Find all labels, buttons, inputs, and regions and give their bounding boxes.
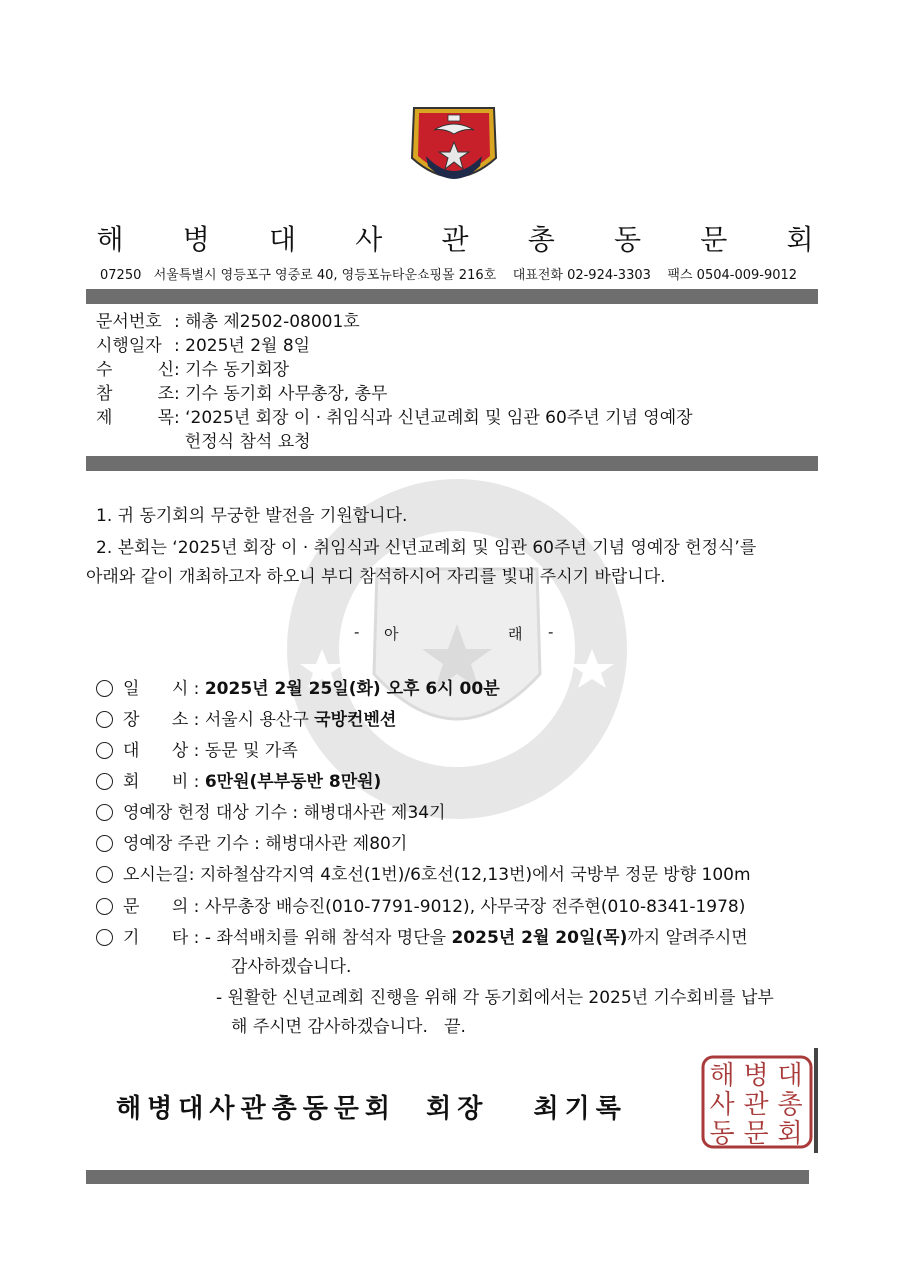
- meta-divider-bar: [86, 456, 818, 471]
- org-title-char: 관: [441, 223, 469, 256]
- org-title-char: 총: [527, 223, 555, 256]
- doc-number-row: [96, 311, 360, 333]
- organization-title: [90, 218, 820, 258]
- circle-bullet-icon: [96, 835, 113, 852]
- subject-row: [96, 407, 693, 429]
- svg-text:회: 회: [777, 1119, 803, 1149]
- circle-bullet-icon: [96, 898, 113, 915]
- paragraph-2-line1: 2. 본회는 ‘2025년 회장 이 · 취임식과 신년교례회 및 임관 60주년 기념 영예장 헌정식’를: [96, 538, 757, 558]
- item-directions: 오시는길: 지하철삼각지역 4호선(1번)/6호선(12,13번)에서 국방부 정문 방향 100m: [96, 864, 751, 886]
- reference-label: [96, 383, 174, 405]
- subject-value-line1: : ‘2025년 회장 이 · 취임식과 신년교례회 및 임관 60주년 기념 영예장: [174, 408, 693, 428]
- subject-label-a: 제: [96, 408, 113, 428]
- date-label: 시행일자: [96, 336, 162, 356]
- org-title-char: 문: [700, 223, 728, 256]
- circle-bullet-icon: [96, 866, 113, 883]
- address-line: 07250 서울특별시 영등포구 영중로 40, 영등포뉴타운쇼핑몰 216호 대표전화 02-924-3303 팩스 0504-009-9012: [100, 268, 798, 283]
- reference-value: : 기수 동기회 사무총장, 총무: [174, 384, 388, 404]
- org-title-char: 대: [268, 223, 297, 256]
- circle-bullet-icon: [96, 711, 113, 728]
- doc-number-label: 문서번호: [96, 312, 162, 332]
- item-contact-value: 사무총장 배승진(010-7791-9012), 사무국장 전주현(010-8341-1978): [204, 897, 746, 917]
- item-date-label: 일 시: [123, 679, 189, 699]
- doc-number-value: : 해총 제2502-08001호: [174, 312, 360, 332]
- below-heading-dash-right: -: [548, 623, 554, 641]
- item-contact: 문 의 : 사무총장 배승진(010-7791-9012), 사무국장 전주현(010-8341-1978): [96, 896, 745, 918]
- circle-bullet-icon: [96, 742, 113, 759]
- svg-text:문: 문: [743, 1119, 769, 1149]
- item-fee: 회 비 : 6만원(부부동반 8만원): [96, 771, 381, 793]
- subject-label-b: 목: [157, 408, 174, 428]
- item-directions-value: 지하철삼각지역 4호선(1번)/6호선(12,13번)에서 국방부 정문 방향 100m: [199, 865, 751, 885]
- svg-text:총: 총: [777, 1090, 803, 1120]
- item-etc1-b: 2025년 2월 20일(목): [451, 928, 628, 948]
- circle-bullet-icon: [96, 680, 113, 697]
- item-place-label: 장 소: [123, 710, 189, 730]
- recipient-value: : 기수 동기회장: [174, 360, 290, 380]
- org-title-char: 해: [96, 223, 124, 256]
- item-place-value-b: 국방컨벤션: [314, 710, 397, 730]
- item-contact-label: 문 의: [123, 897, 189, 917]
- org-title-char: 회: [786, 223, 814, 256]
- reference-row: [96, 383, 387, 405]
- item-place: 장 소 : 서울시 용산구 국방컨벤션: [96, 709, 396, 731]
- item-date: 일 시 : 2025년 2월 25일(화) 오후 6시 00분: [96, 678, 500, 700]
- item-place-value-a: 서울시 용산구: [204, 710, 315, 730]
- item-etc1-line2: 감사하겠습니다.: [231, 957, 352, 977]
- recipient-label-b: 신: [157, 360, 174, 380]
- subject-value-line2: 헌정식 참석 요청: [174, 432, 311, 452]
- svg-text:동: 동: [709, 1119, 735, 1149]
- item-target-value: 동문 및 가족: [204, 741, 298, 761]
- footer-divider-bar: [86, 1170, 809, 1184]
- circle-bullet-icon: [96, 804, 113, 821]
- org-title-char: 병: [182, 223, 210, 256]
- item-honor-host-text: 영예장 주관 기수 : 해병대사관 제80기: [123, 834, 408, 854]
- item-etc2-line1: - 원활한 신년교례회 진행을 위해 각 동기회에서는 2025년 기수회비를 납부: [216, 988, 774, 1008]
- item-honor-target: [96, 802, 446, 824]
- item-fee-value: 6만원(부부동반 8만원): [204, 772, 382, 792]
- recipient-label-a: 수: [96, 360, 113, 380]
- official-seal-stamp: [700, 1054, 814, 1150]
- org-title-char: 동: [613, 223, 642, 256]
- signature-vertical-rule: [814, 1048, 818, 1153]
- item-etc1-a: - 좌석배치를 위해 참석자 명단을: [204, 928, 452, 948]
- svg-text:대: 대: [777, 1061, 803, 1091]
- paragraph-1: 1. 귀 동기회의 무궁한 발전을 기원합니다.: [96, 506, 408, 526]
- marine-corps-emblem-logo: [404, 100, 504, 196]
- date-row: [96, 335, 310, 357]
- header-divider-bar: [86, 289, 818, 304]
- circle-bullet-icon: [96, 773, 113, 790]
- item-etc: 기 타 : - 좌석배치를 위해 참석자 명단을 2025년 2월 20일(목)까지 알려주시면: [96, 927, 748, 949]
- item-directions-label: 오시는길: [123, 865, 189, 885]
- item-fee-label: 회 비: [123, 772, 189, 792]
- paragraph-2-line2: 아래와 같이 개최하고자 하오니 부디 참석하시어 자리를 빛내 주시기 바랍니다.: [86, 567, 666, 587]
- item-honor-host: [96, 833, 407, 855]
- svg-text:관: 관: [743, 1090, 769, 1120]
- date-value: : 2025년 2월 8일: [174, 336, 311, 356]
- circle-bullet-icon: [96, 929, 113, 946]
- item-honor-target-text: 영예장 헌정 대상 기수 : 해병대사관 제34기: [123, 803, 446, 823]
- item-target-label: 대 상: [123, 741, 189, 761]
- item-etc2-line2: 해 주시면 감사하겠습니다. 끝.: [231, 1017, 466, 1037]
- subject-label: [96, 407, 174, 429]
- item-etc1-c: 까지 알려주시면: [627, 928, 748, 948]
- item-date-value: 2025년 2월 25일(화) 오후 6시 00분: [204, 679, 500, 699]
- item-etc-label: 기 타: [123, 928, 189, 948]
- reference-label-b: 조: [157, 384, 174, 404]
- org-title-char: 사: [355, 223, 383, 256]
- below-heading-dash-left: -: [354, 623, 360, 641]
- svg-text:사: 사: [709, 1090, 735, 1120]
- below-heading-char-1: 아: [384, 625, 399, 643]
- item-target: 대 상 : 동문 및 가족: [96, 740, 298, 762]
- svg-text:병: 병: [743, 1061, 769, 1091]
- recipient-row: [96, 359, 289, 381]
- signature-line: 해병대사관총동문회 회장 최기록: [116, 1094, 627, 1124]
- below-heading-char-2: 래: [508, 625, 523, 643]
- svg-text:해: 해: [709, 1061, 735, 1091]
- reference-label-a: 참: [96, 384, 113, 404]
- recipient-label: [96, 359, 174, 381]
